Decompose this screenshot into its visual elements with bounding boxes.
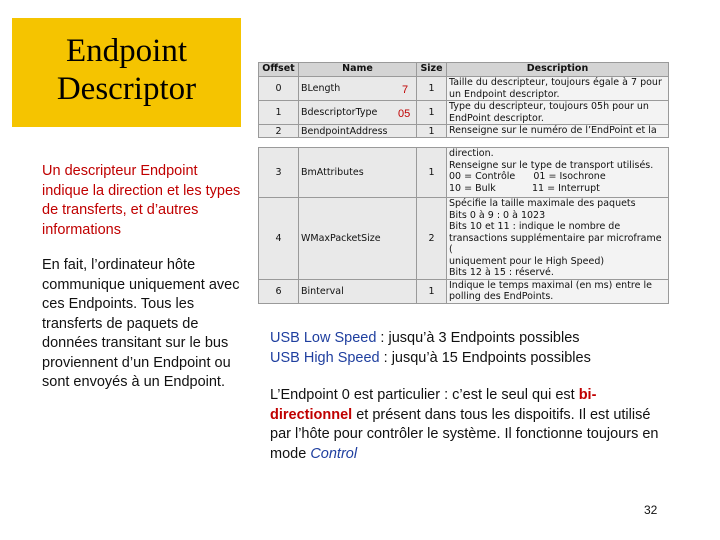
header-size: Size	[417, 63, 447, 77]
table-row	[259, 198, 669, 280]
description-line: Renseigne sur le numéro de l’EndPoint et la	[449, 125, 657, 136]
slide-title	[12, 32, 241, 108]
title-line-2: Descriptor	[56, 71, 197, 107]
row-offset: 3	[259, 148, 299, 198]
row-description	[447, 125, 669, 138]
row-name: BLength	[299, 77, 417, 101]
row-description	[447, 77, 669, 101]
ep0-text-2: et présent dans tous les dispoitifs. Il est utilisé par l’hôte pour contrôler le système. Il fonctionne toujours en mode	[270, 406, 659, 462]
row-name: Binterval	[299, 279, 417, 303]
usb-high-speed-text: : jusqu’à 15 Endpoints possibles	[379, 349, 591, 366]
row-offset: 4	[259, 198, 299, 280]
ep0-bidirectional: bi-directionnel	[270, 387, 597, 423]
table-row	[259, 77, 669, 101]
description-line: Type du descripteur, toujours 05h pour un	[449, 101, 649, 112]
row-size: 1	[417, 279, 447, 303]
usb-endpoint-limits	[270, 329, 591, 368]
row-size: 1	[417, 148, 447, 198]
blength-annotation: 7	[402, 84, 409, 96]
row-name: BdescriptorType	[299, 101, 417, 125]
header-description: Description	[447, 63, 669, 77]
row-name: WMaxPacketSize	[299, 198, 417, 280]
description-line: Renseigne sur le type de transport utilisés.	[449, 159, 654, 171]
header-name: Name	[299, 63, 417, 77]
row-size: 2	[417, 198, 447, 280]
title-line-1: Endpoint	[66, 33, 187, 69]
table-row	[259, 279, 669, 303]
description-line: Taille du descripteur, toujours égale à 7 pour	[449, 77, 662, 88]
row-offset: 0	[259, 77, 299, 101]
row-size: 1	[417, 125, 447, 138]
row-name: BmAttributes	[299, 148, 417, 198]
descriptor-type-annotation: 05	[398, 108, 411, 120]
description-line: 00 = Contrôle 01 = Isochrone	[449, 171, 606, 182]
table-row	[259, 101, 669, 125]
table-row	[259, 148, 669, 198]
description-line: direction.	[449, 148, 494, 159]
usb-low-speed-text: : jusqu’à 3 Endpoints possibles	[376, 330, 580, 346]
description-line: Bits 0 à 9 : 0 à 1023	[449, 209, 546, 221]
descriptor-table-part-2	[258, 147, 669, 304]
row-offset: 1	[259, 101, 299, 125]
intro-text: Un descripteur Endpoint indique la direction et les types de transferts, et d’autres informations	[42, 163, 241, 238]
description-line: un Endpoint descriptor.	[449, 88, 560, 100]
row-offset: 6	[259, 279, 299, 303]
description-line: Bits 10 et 11 : indique le nombre de	[449, 221, 621, 232]
row-description	[447, 279, 669, 303]
description-line: uniquement pour le High Speed)	[449, 255, 605, 267]
table-row	[259, 125, 669, 138]
ep0-text-1: L’Endpoint 0 est particulier : c’est le seul qui est	[270, 387, 579, 403]
row-size: 1	[417, 101, 447, 125]
description-line: 10 = Bulk 11 = Interrupt	[449, 182, 600, 194]
description-line: polling des EndPoints.	[449, 291, 554, 302]
body-text: En fait, l’ordinateur hôte communique uniquement avec ces Endpoints. Tous les transferts de paquets de données transitant sur le bus proviennent d’un Endpoint ou sont envoyés à un Endpoint.	[42, 257, 240, 390]
row-description	[447, 198, 669, 280]
description-line: Bits 12 à 15 : réservé.	[449, 267, 554, 278]
usb-low-speed-line	[270, 329, 591, 349]
usb-low-speed-label: USB Low Speed	[270, 330, 377, 346]
description-line: EndPoint descriptor.	[449, 112, 544, 124]
description-line: transactions supplémentaire par microframe (	[449, 232, 662, 255]
usb-high-speed-label: USB High Speed	[270, 349, 380, 366]
table-header-row	[259, 63, 669, 77]
row-size: 1	[417, 77, 447, 101]
description-line: Indique le temps maximal (en ms) entre le	[449, 279, 652, 291]
row-offset: 2	[259, 125, 299, 138]
row-description	[447, 148, 669, 198]
row-description	[447, 101, 669, 125]
header-offset: Offset	[259, 63, 299, 77]
title-box	[12, 18, 241, 127]
ep0-control-mode: Control	[310, 445, 358, 462]
descriptor-table-part-1	[258, 62, 669, 138]
description-line: Spécifie la taille maximale des paquets	[449, 198, 636, 209]
usb-high-speed-line	[270, 349, 591, 369]
row-name: BendpointAddress	[299, 125, 417, 138]
endpoint-zero-paragraph	[270, 386, 670, 464]
page-number: 32	[644, 503, 658, 517]
